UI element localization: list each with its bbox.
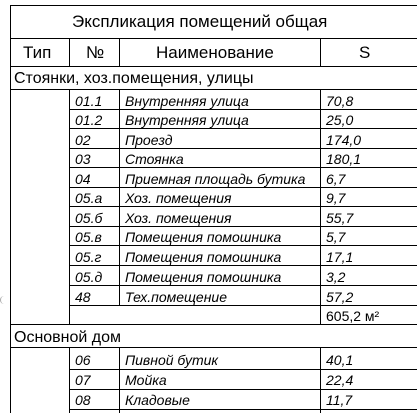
section-title: Стоянки, хоз.помещения, улицы (14, 70, 254, 87)
row-name: Хоз. помещения (125, 210, 232, 226)
row-name: Проезд (125, 132, 173, 148)
row-line (69, 128, 417, 129)
row-line (69, 148, 417, 149)
table-border-top (10, 5, 417, 6)
row-number: 07 (75, 372, 91, 388)
table-title: Экспликация помещений общая (72, 12, 328, 31)
column-divider-name (320, 38, 321, 66)
column-divider-number (119, 89, 120, 305)
row-name: Кладовые (125, 392, 190, 408)
row-name: Приемная площадь бутика (125, 171, 306, 187)
section-title: Основной дом (14, 329, 122, 346)
row-number: 48 (75, 289, 91, 305)
row-number: 01.1 (75, 93, 103, 109)
row-line (69, 265, 417, 266)
row-line (10, 324, 417, 325)
row-line (69, 305, 417, 306)
header-area: S (359, 43, 371, 62)
row-number: 04 (75, 171, 91, 187)
row-line (69, 167, 417, 168)
row-area: 174,0 (326, 132, 362, 148)
row-area: 40,1 (326, 352, 354, 368)
row-name: Помещения помошника (125, 249, 282, 265)
row-area: 55,7 (326, 210, 354, 226)
row-line (10, 38, 417, 39)
row-number: 05.а (75, 190, 103, 206)
row-area: 57,2 (326, 289, 354, 305)
row-area: 3,2 (326, 269, 346, 285)
row-line (10, 66, 417, 67)
row-area: 180,1 (326, 151, 362, 167)
row-line (69, 109, 417, 110)
row-number: 03 (75, 151, 91, 167)
column-divider-number (119, 38, 120, 66)
header-name: Наименование (156, 43, 274, 62)
row-name: Пивной бутик (125, 352, 219, 368)
row-line (69, 369, 417, 370)
row-line (10, 347, 417, 348)
row-line (69, 409, 417, 410)
row-number: 05.в (75, 229, 102, 245)
row-area: 5,7 (326, 229, 346, 245)
row-name: Помещения помошника (125, 229, 282, 245)
row-name: Внутренняя улица (125, 93, 249, 109)
row-number: 02 (75, 132, 91, 148)
row-number: 06 (75, 352, 91, 368)
header-type: Тип (23, 43, 52, 62)
section-total-area: 605,2 м² (326, 308, 380, 324)
row-number: 05.г (75, 249, 102, 265)
row-area: 22,4 (326, 372, 354, 388)
row-line (69, 245, 417, 246)
row-name: Стоянка (125, 151, 184, 167)
column-divider-type (69, 38, 70, 66)
row-line (69, 187, 417, 188)
row-line (69, 389, 417, 390)
row-number: 05.б (75, 210, 103, 226)
row-line (10, 89, 417, 90)
row-name: Внутренняя улица (125, 112, 249, 128)
column-divider-number (119, 347, 120, 413)
row-line (69, 285, 417, 286)
column-divider-name (320, 347, 321, 413)
row-area: 17,1 (326, 249, 354, 265)
row-number: 05.д (75, 269, 103, 285)
row-name: Тех.помещение (125, 289, 227, 305)
edge-marker-icon (0, 296, 5, 304)
row-area: 25,0 (326, 112, 354, 128)
row-name: Помещения помошника (125, 269, 282, 285)
row-area: 70,8 (326, 93, 354, 109)
row-number: 01.2 (75, 112, 103, 128)
row-line (69, 226, 417, 227)
row-line (69, 206, 417, 207)
row-area: 11,7 (326, 392, 353, 408)
row-number: 08 (75, 392, 91, 408)
row-name: Хоз. помещения (125, 190, 232, 206)
header-number: № (86, 43, 105, 62)
column-divider-type (69, 347, 70, 413)
row-area: 6,7 (326, 171, 346, 187)
row-area: 9,7 (326, 190, 346, 206)
row-name: Мойка (125, 372, 167, 388)
